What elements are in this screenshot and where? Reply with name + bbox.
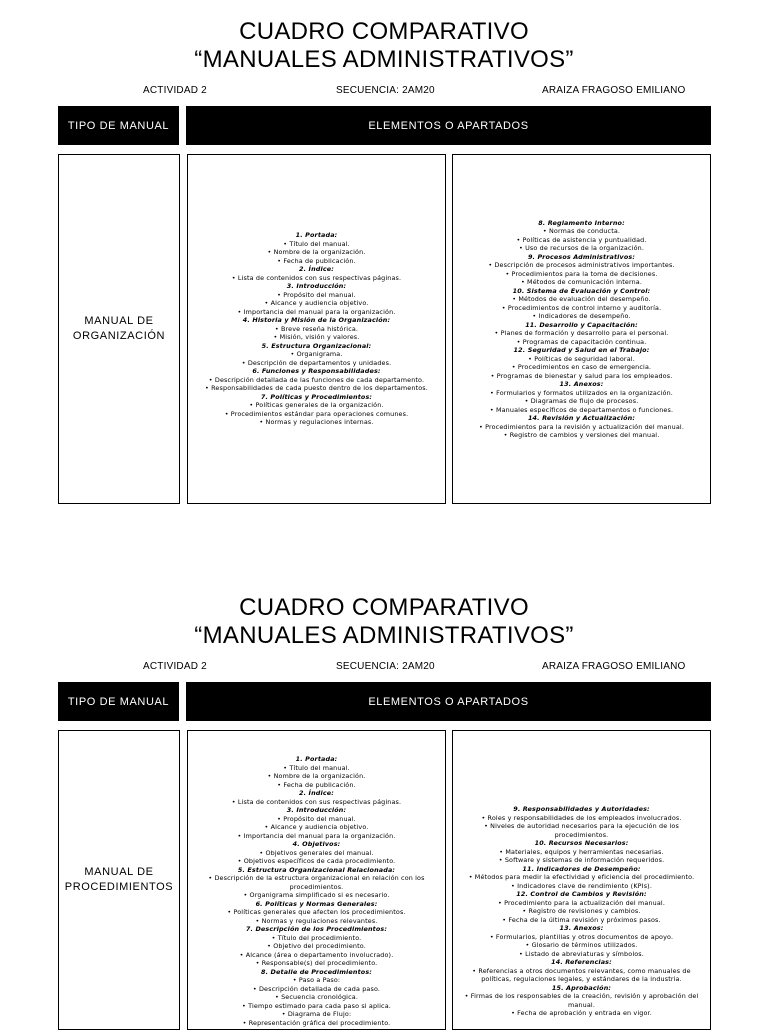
section-heading: 8. Detalle de Procedimientos: [261,967,372,976]
list-item: • Procedimientos para la revisión y actualización del manual. [478,422,685,431]
list-item: • Políticas generales que afecten los procedimientos. [227,908,406,916]
section-heading: 4. Historia y Misión de la Organización: [242,316,391,325]
list-item: • Fecha de publicación. [277,780,356,789]
section-heading: 5. Estructura Organizacional Relacionada: [237,865,396,874]
list-item: • Título del manual. [283,239,350,248]
section-heading: 2. Índice: [299,265,334,274]
list-item: • Lista de contenidos con sus respectivas páginas. [231,273,402,282]
list-item: • Objetivo del procedimiento. [267,942,366,950]
section-heading: 8. Reglamento Interno: [538,218,625,227]
list-item: • Importancia del manual para la organización. [237,307,396,316]
header-elementos-o-apartados: ELEMENTOS O APARTADOS [186,682,711,721]
section-heading: 7. Descripción de los Procedimientos: [245,925,388,933]
list-item: • Propósito del manual. [277,290,356,299]
list-item: • Firmas de los responsables de la creación, revisión y aprobación del manual. [464,992,699,1009]
list-item: • Descripción de la estructura organizacional en relación con los procedimientos. [208,874,425,891]
list-item: • Políticas generales de la organización. [249,401,384,410]
list-item: • Procedimiento para la actualización del manual. [497,898,666,907]
section-heading: 9. Procesos Administrativos: [527,252,636,261]
list-item: • Tiempo estimado para cada paso si aplica. [242,1001,391,1010]
list-item: • Fecha de publicación. [277,256,356,265]
section-heading: 13. Anexos: [559,380,604,388]
list-item: • Misión, visión y valores. [273,333,360,342]
list-item: • Breve reseña histórica. [274,324,359,333]
list-item: • Objetivos generales del manual. [259,848,374,857]
list-item: • Organigrama simplificado si es necesario. [243,891,390,899]
section-heading: 14. Referencias: [551,958,612,966]
list-item: • Manuales específicos de departamentos o funciones. [489,405,674,414]
author-name: ARAIZA FRAGOSO EMILIANO [542,661,686,672]
list-item: • Métodos de comunicación interna. [520,278,643,286]
list-item: • Propósito del manual. [277,814,356,823]
section-heading: 11. Indicadores de Desempeño: [522,864,641,873]
list-item: • Paso a Paso: [292,976,341,984]
list-item: • Normas y regulaciones relevantes. [255,916,378,925]
elements-cell-right [452,730,711,1030]
secuencia-label: SECUENCIA: 2AM20 [336,661,435,672]
list-item: • Diagramas de flujo de procesos. [524,397,639,405]
section-heading: 1. Portada: [295,231,338,240]
list-item: • Alcance y audiencia objetivo. [264,823,369,831]
list-item: • Título del manual. [283,763,350,772]
header-tipo-de-manual: TIPO DE MANUAL [58,682,179,721]
page-title-line1: CUADRO COMPARATIVO [239,18,529,45]
elements-list [453,219,710,440]
list-item: • Listado de abreviaturas y símbolos. [519,949,644,958]
page-title-line1: CUADRO COMPARATIVO [239,594,529,621]
list-item: • Alcance (área o departamento involucrado). [239,950,394,959]
section-heading: 13. Anexos: [559,924,604,932]
elements-cell-left [187,154,446,504]
header-elementos-o-apartados: ELEMENTOS O APARTADOS [186,106,711,145]
section-heading: 14. Revisión y Actualización: [527,414,636,422]
section-heading: 10. Recursos Necesarios: [534,839,629,847]
elements-list [188,731,445,1027]
actividad-label: ACTIVIDAD 2 [143,661,207,672]
section-heading: 2. Índice: [299,789,334,797]
list-item: • Nombre de la organización. [267,248,366,257]
list-item: • Alcance y audiencia objetivo. [264,299,369,308]
list-item: • Métodos para medir la efectividad y eficiencia del procedimiento. [468,873,695,881]
list-item: • Representación gráfica del procedimiento. [242,1018,391,1027]
list-item: • Importancia del manual para la organización. [237,831,396,840]
section-heading: 7. Políticas y Procedimientos: [260,392,373,401]
list-item: • Materiales, equipos y herramientas necesarias. [499,847,664,856]
list-item: • Programas de bienestar y salud para los empleados. [490,371,673,380]
page-title-line2: “MANUALES ADMINISTRATIVOS” [194,622,574,649]
list-item: • Diagrama de Flujo: [281,1010,352,1018]
list-item: • Planes de formación y desarrollo para el personal. [494,329,669,337]
list-item: • Objetivos específicos de cada procedimiento. [237,857,396,865]
list-item: • Procedimientos estándar para operaciones comunes. [224,409,409,418]
list-item: • Descripción detallada de las funciones de cada departamento. [208,375,425,384]
list-item: • Uso de recursos de la organización. [518,244,645,252]
section-heading: 15. Aprobación: [551,983,612,992]
list-item: • Fecha de la última revisión y próximos pasos. [502,915,661,924]
section-heading: 11. Desarrollo y Capacitación: [525,320,638,329]
list-item: • Procedimientos en caso de emergencia. [511,363,652,371]
list-item: • Políticas de seguridad laboral. [528,354,635,363]
section-heading: 6. Políticas y Normas Generales: [255,899,378,908]
list-item: • Software y sistemas de información requeridos. [498,856,665,864]
actividad-label: ACTIVIDAD 2 [143,85,207,96]
list-item: • Organigrama. [290,350,343,359]
list-item: • Procedimientos de control interno y auditoría. [501,303,662,312]
list-item: • Nombre de la organización. [267,772,366,780]
list-item: • Responsable(s) del procedimiento. [255,959,378,967]
list-item: • Referencias a otros documentos relevantes, como manuales de políticas, regulaciones legales, y estándares de la industria. [472,966,691,983]
list-item: • Descripción de procesos administrativos importantes. [488,261,675,269]
list-item: • Procedimientos para la toma de decisiones. [505,269,658,278]
elements-list [453,731,710,1018]
author-name: ARAIZA FRAGOSO EMILIANO [542,85,686,96]
section-heading: 5. Estructura Organizacional: [261,341,372,350]
section-heading: 12. Control de Cambios y Revisión: [516,890,647,898]
secuencia-label: SECUENCIA: 2AM20 [336,85,435,96]
list-item: • Indicadores de desempeño. [532,312,631,320]
elements-cell-left [187,730,446,1030]
list-item: • Formularios y formatos utilizados en la organización. [490,388,673,397]
list-item: • Roles y responsabilidades de los empleados involucrados. [481,813,682,822]
list-item: • Registro de cambios y versiones del manual. [503,431,660,439]
list-item: • Descripción de departamentos y unidades. [241,358,392,367]
section-heading: 3. Introducción: [286,282,347,291]
list-item: • Secuencia cronológica. [274,993,359,1001]
list-item: • Programas de capacitación continua. [516,337,647,346]
section-heading: 4. Objetivos: [292,840,341,848]
page-title-line2: “MANUALES ADMINISTRATIVOS” [194,46,574,73]
comparison-page-procedimientos [0,576,768,1027]
elements-cell-right [452,154,711,504]
list-item: • Glosario de términos utilizados. [525,941,638,949]
manual-type-cell [58,154,180,504]
list-item: • Normas y regulaciones internas. [259,418,374,427]
section-heading: 1. Portada: [295,755,338,763]
list-item: • Niveles de autoridad necesarios para la ejecución de los procedimientos. [484,822,679,839]
list-item: • Título del procedimiento. [271,933,362,942]
section-heading: 12. Seguridad y Salud en el Trabajo: [513,346,650,354]
list-item: • Registro de revisiones y cambios. [522,907,641,915]
manual-type-cell [58,730,180,1030]
section-heading: 3. Introducción: [286,806,347,814]
section-heading: 6. Funciones y Responsabilidades: [252,367,381,376]
manual-type-label: MANUAL DE ORGANIZACIÓN [72,315,166,342]
elements-list [188,231,445,427]
list-item: • Responsabilidades de cada puesto dentro de los departamentos. [205,384,428,393]
list-item: • Normas de conducta. [542,227,621,235]
list-item: • Lista de contenidos con sus respectivas páginas. [231,797,402,806]
list-item: • Fecha de aprobación y entrada en vigor. [511,1009,652,1017]
section-heading: 10. Sistema de Evaluación y Control: [512,286,651,295]
list-item: • Indicadores clave de rendimiento (KPIs). [510,881,653,890]
list-item: • Formularios, plantillas y otros documentos de apoyo. [489,932,674,941]
header-tipo-de-manual: TIPO DE MANUAL [58,106,179,145]
manual-type-label: MANUAL DE PROCEDIMIENTOS [64,866,174,893]
section-heading: 9. Responsabilidades y Autoridades: [513,805,650,813]
list-item: • Políticas de asistencia y puntualidad. [516,235,647,244]
list-item: • Descripción detallada de cada paso. [252,984,381,993]
list-item: • Métodos de evaluación del desempeño. [512,295,651,303]
